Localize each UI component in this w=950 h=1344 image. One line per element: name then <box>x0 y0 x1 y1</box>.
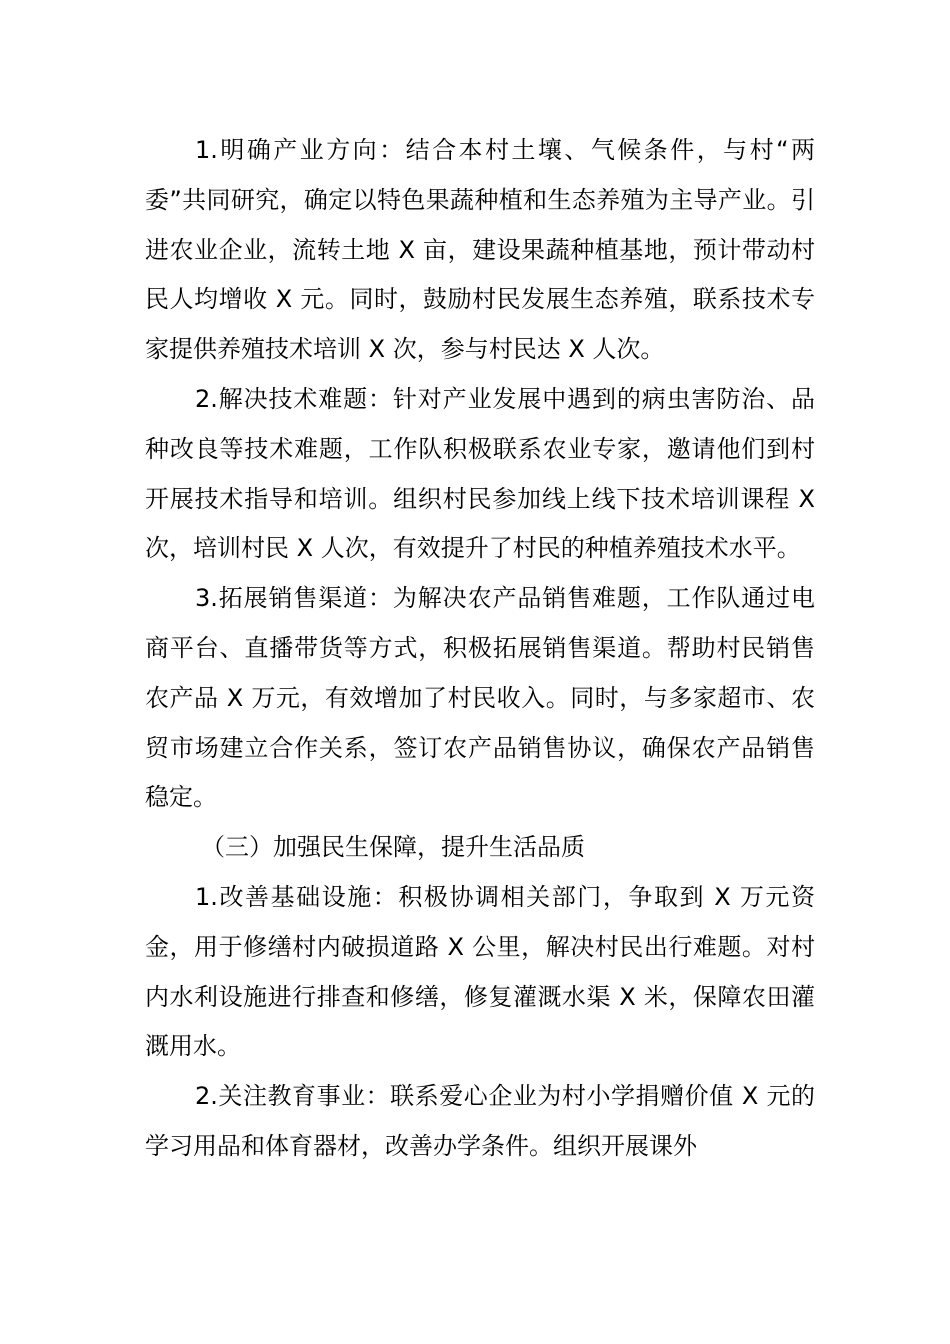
section-heading-livelihood: （三）加强民生保障，提升生活品质 <box>201 833 585 862</box>
paragraph-infrastructure: 1.改善基础设施：积极协调相关部门，争取到 X 万元资金，用于修缮村内破损道路 X 公里，解决村民出行难题。对村内水利设施进行排查和修缮，修复灌溉水渠 X 米，保障农田灌溉用水。 <box>145 882 815 1061</box>
paragraph-technical-problems: 2.解决技术难题：针对产业发展中遇到的病虫害防治、品种改良等技术难题，工作队积极联系农业专家，邀请他们到村开展技术指导和培训。组织村民参加线上线下技术培训课程 X 次，培训村民 X 人次，有效提升了村民的种植养殖技术水平。 <box>145 384 815 563</box>
document-body <box>145 126 815 1172</box>
paragraph-sales-channels: 3.拓展销售渠道：为解决农产品销售难题，工作队通过电商平台、直播带货等方式，积极拓展销售渠道。帮助村民销售农产品 X 万元，有效增加了村民收入。同时，与多家超市、农贸市场建立合作关系，签订农产品销售协议，确保农产品销售稳定。 <box>145 584 815 812</box>
paragraph-education: 2.关注教育事业：联系爱心企业为村小学捐赠价值 X 元的学习用品和体育器材，改善办学条件。组织开展课外 <box>145 1082 815 1160</box>
paragraph-industry-direction: 1.明确产业方向：结合本村土壤、气候条件，与村“两委”共同研究，确定以特色果蔬种植和生态养殖为主导产业。引进农业企业，流转土地 X 亩，建设果蔬种植基地，预计带动村民人均增收 X 元。同时，鼓励村民发展生态养殖，联系技术专家提供养殖技术培训 X 次，参与村民达 X 人次。 <box>145 136 815 364</box>
